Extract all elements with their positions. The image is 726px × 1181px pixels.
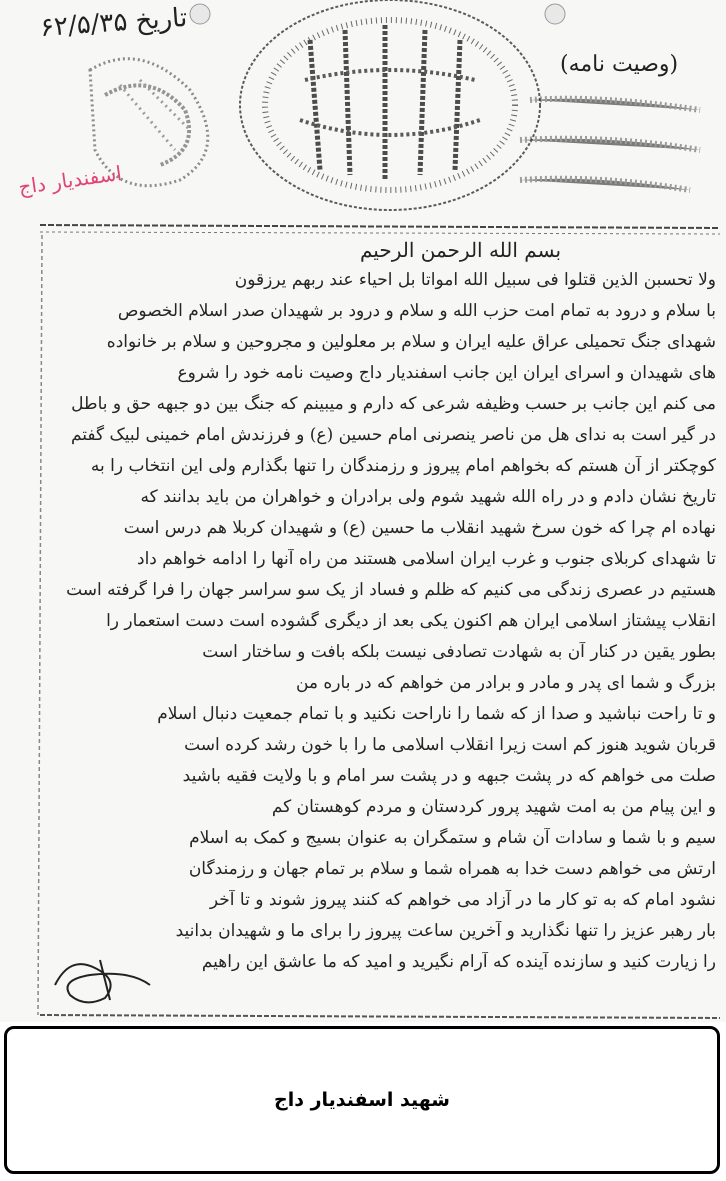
will-title-handwritten: (وصیت نامه) — [560, 52, 679, 77]
handwritten-line: ولا تحسبن الذین قتلوا فی سبیل الله امواتا بل احیاء عند ربهم یرزقون — [234, 270, 716, 290]
handwritten-line: و این پیام من به امت شهید پرور کردستان و مردم کوهستان کم — [271, 797, 716, 817]
handwritten-line: تاریخ نشان دادم و در راه الله شهید شوم ولی برادران و خواهران من باید بدانند که — [140, 487, 716, 507]
handwritten-line: بار رهبر عزیز را تنها نگذارید و آخرین ساعت پیروز را برای ما و شهیدان بدانید — [175, 921, 716, 941]
handwritten-line: و تا راحت نباشید و صدا از که شما را ناراحت نکنید و با تمام جمعیت دنبال اسلام — [157, 704, 716, 724]
handwritten-line: بطور یقین در کنار آن به شهادت تصادفی نیست بلکه بافت و ساختار است — [202, 642, 716, 662]
handwritten-line: های شهیدان و اسرای ایران این جانب اسفندیار داج وصیت نامه خود را شروع — [177, 363, 716, 383]
handwritten-line: سیم و با شما و سادات آن شام و ستمگران به عنوان بسیج و کمک به اسلام — [189, 828, 716, 848]
handwritten-line: می کنم این جانب بر حسب وظیفه شرعی که دارم و میبینم که جنگ بین دو جبهه حق و باطل — [71, 394, 716, 414]
handwritten-line: نشود امام که به تو کار ما در آزاد می خواهم که کنند پیروز شوند و تا آخر — [209, 890, 716, 910]
basmala: بسم الله الرحمن الرحیم — [360, 238, 562, 262]
handwritten-line: را زیارت کنید و سازنده آینده که آرام نگیرید و امید که ما عاشق این راهیم — [201, 952, 716, 972]
handwritten-line: صلت می خواهم که در پشت جبهه و در پشت سر امام و با ولایت فقیه باشید — [182, 766, 716, 786]
date-handwritten: تاریخ ۶۲/۵/۳۵ — [39, 2, 189, 44]
caption-title: شهید اسفندیار داج — [274, 1089, 450, 1111]
punch-hole-icon — [545, 4, 565, 24]
handwritten-line: تا شهدای کربلای جنوب و غرب ایران اسلامی هستند من راه آنها را ادامه خواهم داد — [137, 549, 716, 569]
caption-box — [4, 1026, 720, 1174]
punch-hole-icon — [190, 4, 210, 24]
handwritten-line: هستیم در عصری زندگی می کنیم که ظلم و فساد از یک سو سراسر جهان را فرا گرفته است — [66, 580, 716, 600]
handwritten-line: ارتش می خواهم دست خدا به همراه شما و سلام بر تمام جهان و رزمندگان — [188, 859, 716, 879]
handwritten-line: نهاده ام چرا که خون سرخ شهید انقلاب ما حسین (ع) و شهیدان کربلا هم درس است — [123, 518, 716, 538]
calligraphy-seal-icon — [240, 0, 540, 210]
handwritten-line: کوچکتر از آن هستم که بخواهم امام پیروز و رزمندگان را تنها بگذارم ولی این انتخاب را به — [90, 456, 716, 476]
handwritten-line: بزرگ و شما ای پدر و مادر و برادر من خواهم که در باره من — [295, 673, 716, 693]
header-divider — [40, 225, 720, 228]
handwritten-line: با سلام و درود به تمام امت حزب الله و سلام و درود بر شهیدان صدر اسلام الخصوص — [117, 301, 716, 321]
handwritten-line: انقلاب پیشتاز اسلامی ایران هم اکنون یکی بعد از دیگری گشوده است دست استعمار را — [106, 611, 716, 631]
handwritten-line: در گیر است به ندای هل من ناصر ینصرنی امام حسین (ع) و فرزندش امام خمینی لبیک گفتم — [70, 425, 716, 445]
header-texture — [520, 99, 700, 190]
margin-line — [38, 235, 42, 1015]
pink-margin-note: اسفندیار داج — [16, 160, 124, 200]
handwritten-line: شهدای جنگ تحمیلی عراق علیه ایران و سلام بر معلولین و مجروحین و سلام بر خانواده — [106, 332, 716, 352]
handwritten-line: قربان شوید هنوز کم است زیرا انقلاب اسلامی ما را با خون رشد کرده است — [184, 735, 716, 755]
